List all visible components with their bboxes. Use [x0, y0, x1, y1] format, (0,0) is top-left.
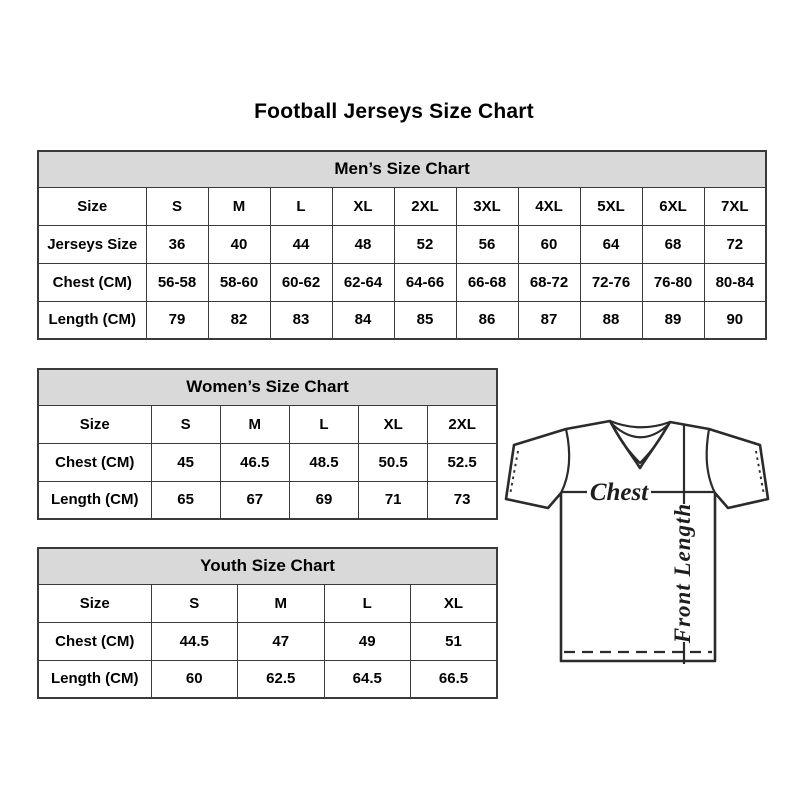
size-value-cell: 36: [146, 225, 208, 263]
size-value-cell: 69: [289, 481, 358, 519]
table-row: [38, 187, 766, 225]
size-value-cell: 88: [580, 301, 642, 339]
size-value-cell: 45: [151, 443, 220, 481]
size-value-cell: 5XL: [580, 187, 642, 225]
row-label-cell: Chest (CM): [38, 263, 146, 301]
table-title: Women’s Size Chart: [38, 369, 497, 405]
size-value-cell: 6XL: [642, 187, 704, 225]
row-label-cell: Chest (CM): [38, 622, 151, 660]
table-row: [38, 622, 497, 660]
size-value-cell: 89: [642, 301, 704, 339]
size-value-cell: 7XL: [704, 187, 766, 225]
row-label-cell: Length (CM): [38, 481, 151, 519]
size-value-cell: 67: [220, 481, 289, 519]
table-title-row: [38, 369, 497, 405]
size-value-cell: 90: [704, 301, 766, 339]
chest-label: Chest: [589, 479, 649, 506]
table-row: [38, 481, 497, 519]
table-title-row: [38, 548, 497, 584]
youth-size-table: [37, 547, 498, 699]
table-row: [38, 584, 497, 622]
size-value-cell: 3XL: [456, 187, 518, 225]
table-row: [38, 443, 497, 481]
row-label-cell: Jerseys Size: [38, 225, 146, 263]
size-value-cell: 65: [151, 481, 220, 519]
size-value-cell: 66.5: [411, 660, 498, 698]
page-title: Football Jerseys Size Chart: [254, 100, 534, 123]
size-value-cell: 62-64: [332, 263, 394, 301]
size-value-cell: L: [270, 187, 332, 225]
size-value-cell: 60: [518, 225, 580, 263]
table-row: [38, 405, 497, 443]
size-value-cell: 64: [580, 225, 642, 263]
size-value-cell: 40: [208, 225, 270, 263]
size-value-cell: 2XL: [394, 187, 456, 225]
size-value-cell: 4XL: [518, 187, 580, 225]
table-title: Youth Size Chart: [38, 548, 497, 584]
front-length-label: Front Length: [670, 502, 695, 644]
size-value-cell: XL: [332, 187, 394, 225]
size-value-cell: 64.5: [324, 660, 411, 698]
size-value-cell: 58-60: [208, 263, 270, 301]
size-value-cell: 72-76: [580, 263, 642, 301]
size-value-cell: 48.5: [289, 443, 358, 481]
table-row: [38, 301, 766, 339]
size-value-cell: 84: [332, 301, 394, 339]
size-value-cell: M: [220, 405, 289, 443]
size-value-cell: 76-80: [642, 263, 704, 301]
size-value-cell: 64-66: [394, 263, 456, 301]
size-value-cell: 68-72: [518, 263, 580, 301]
size-value-cell: 80-84: [704, 263, 766, 301]
size-value-cell: 51: [411, 622, 498, 660]
row-label-cell: Size: [38, 584, 151, 622]
size-value-cell: 68: [642, 225, 704, 263]
womens-size-table: [37, 368, 498, 520]
size-value-cell: 62.5: [238, 660, 325, 698]
size-value-cell: 48: [332, 225, 394, 263]
row-label-cell: Size: [38, 405, 151, 443]
size-value-cell: L: [289, 405, 358, 443]
size-value-cell: 86: [456, 301, 518, 339]
size-value-cell: 44: [270, 225, 332, 263]
jersey-illustration: [498, 411, 776, 673]
size-value-cell: 46.5: [220, 443, 289, 481]
size-value-cell: 56-58: [146, 263, 208, 301]
row-label-cell: Length (CM): [38, 660, 151, 698]
size-value-cell: S: [151, 405, 220, 443]
size-value-cell: 49: [324, 622, 411, 660]
size-value-cell: 71: [359, 481, 428, 519]
mens-size-table: [37, 150, 767, 340]
size-value-cell: 83: [270, 301, 332, 339]
size-value-cell: M: [238, 584, 325, 622]
size-value-cell: L: [324, 584, 411, 622]
table-title: Men’s Size Chart: [38, 151, 766, 187]
size-value-cell: 47: [238, 622, 325, 660]
size-value-cell: 72: [704, 225, 766, 263]
row-label-cell: Chest (CM): [38, 443, 151, 481]
table-title-row: [38, 151, 766, 187]
size-value-cell: 56: [456, 225, 518, 263]
size-value-cell: 82: [208, 301, 270, 339]
row-label-cell: Length (CM): [38, 301, 146, 339]
table-row: [38, 225, 766, 263]
size-value-cell: 79: [146, 301, 208, 339]
size-value-cell: XL: [411, 584, 498, 622]
size-value-cell: 52.5: [428, 443, 497, 481]
size-value-cell: 60-62: [270, 263, 332, 301]
size-value-cell: 60: [151, 660, 238, 698]
size-value-cell: 85: [394, 301, 456, 339]
jersey-outline: [506, 421, 768, 661]
size-value-cell: S: [151, 584, 238, 622]
size-value-cell: 73: [428, 481, 497, 519]
size-value-cell: S: [146, 187, 208, 225]
size-value-cell: 44.5: [151, 622, 238, 660]
size-value-cell: 66-68: [456, 263, 518, 301]
size-value-cell: M: [208, 187, 270, 225]
table-row: [38, 263, 766, 301]
size-value-cell: 50.5: [359, 443, 428, 481]
row-label-cell: Size: [38, 187, 146, 225]
size-value-cell: 87: [518, 301, 580, 339]
jersey-measurement-diagram: [498, 411, 776, 673]
size-value-cell: 2XL: [428, 405, 497, 443]
size-value-cell: XL: [359, 405, 428, 443]
table-row: [38, 660, 497, 698]
size-value-cell: 52: [394, 225, 456, 263]
